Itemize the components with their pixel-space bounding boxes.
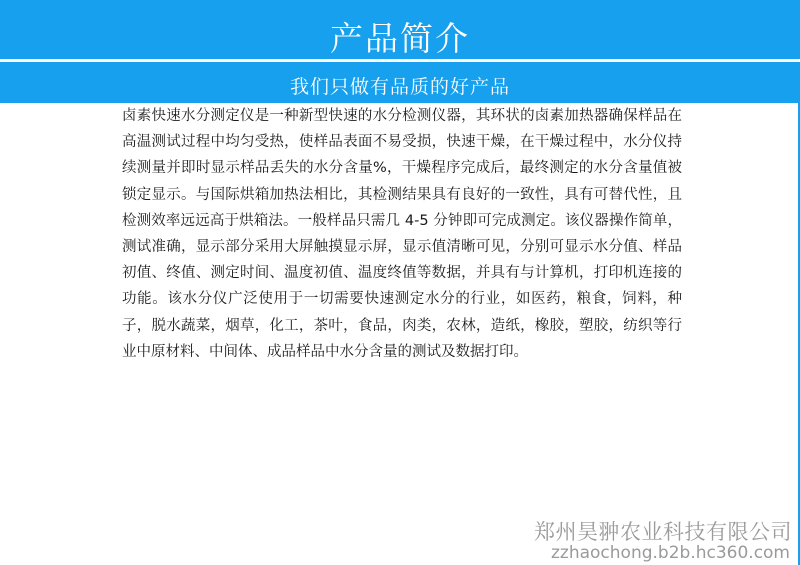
page-title: 产品简介 xyxy=(330,19,470,58)
header-divider xyxy=(0,59,800,62)
watermark-url: zzhaochong.b2b.hc360.com xyxy=(550,543,790,563)
watermark-company: 郑州昊翀农业科技有限公司 xyxy=(534,520,792,544)
header-banner xyxy=(0,0,800,103)
page-subtitle: 我们只做有品质的好产品 xyxy=(289,76,510,98)
product-description: 卤素快速水分测定仪是一种新型快速的水分检测仪器，其环状的卤素加热器确保样品在高温测试过程中均匀受热，使样品表面不易受损，快速干燥，在干燥过程中，水分仪持续测量并即时显示样品丢失的水分含量%，干燥程序完成后，最终测定的水分含量值被锁定显示。与国际烘箱加热法相比，其检测结果具有良好的一致性，具有可替代性，且检测效率远远高于烘箱法。一般样品只需几 4-5 分钟即可完成测定。该仪器操作简单，测试准确，显示部分采用大屏触摸显示屏，显示值清晰可见，分别可显示水分值、样品初值、终值、测定时间、温度初值、温度终值等数据，并具有与计算机，打印机连接的功能。该水分仪广泛使用于一切需要快速测定水分的行业，如医药，粮食，饲料，种子，脱水蔬菜，烟草，化工，茶叶，食品，肉类，农林，造纸，橡胶，塑胶，纺织等行业中原材料、中间体、成品样品中水分含量的测试及数据打印。 xyxy=(122,108,682,360)
